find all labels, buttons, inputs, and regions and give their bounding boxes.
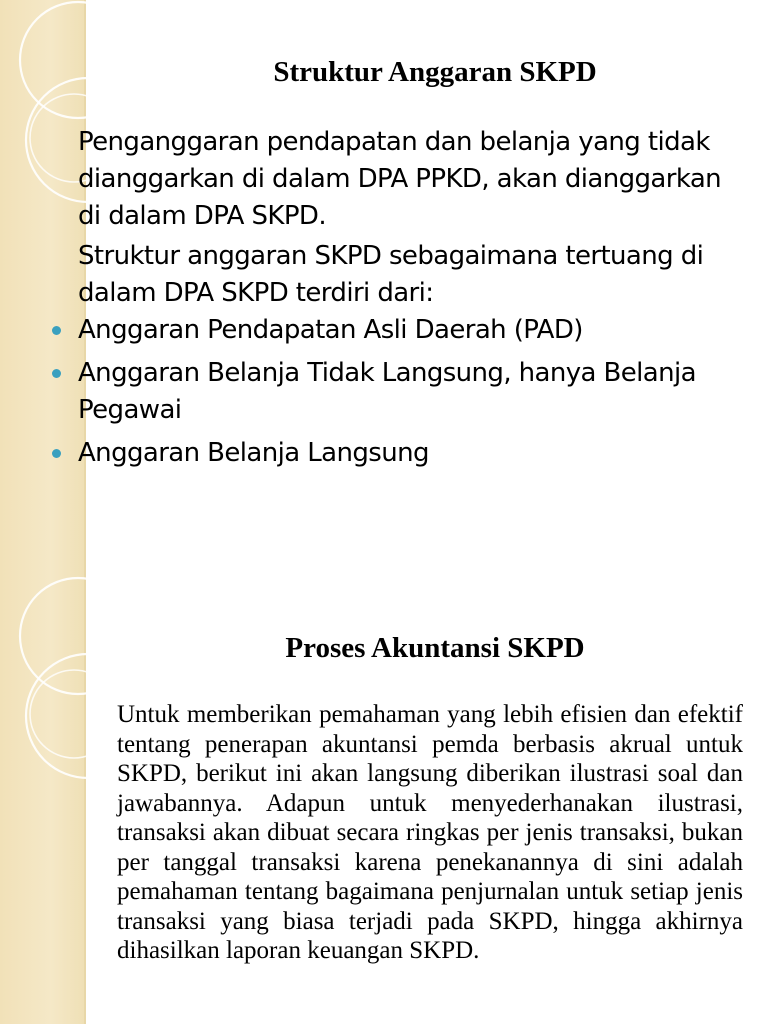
list-item (78, 312, 743, 349)
sidebar-decoration (0, 0, 84, 576)
sidebar-edge (84, 576, 86, 1024)
sidebar-decoration (0, 576, 84, 1024)
list-item (78, 355, 743, 429)
bullet-icon (52, 449, 61, 458)
slide-2-title: Proses Akuntansi SKPD (285, 632, 585, 664)
list-item-text: Anggaran Belanja Tidak Langsung, hanya Belanja Pegawai (78, 358, 696, 425)
bullet-icon (52, 369, 61, 378)
list-item-text: Anggaran Pendapatan Asli Daerah (PAD) (78, 315, 583, 345)
slide-2-body: Untuk memberikan pemahaman yang lebih efisien dan efektif tentang penerapan akuntansi pemda berbasis akrual untuk SKPD, berikut ini akan langsung diberikan ilustrasi soal dan jawabannya. Adapun untuk menyederhanakan ilustrasi, transaksi akan dibuat secara ringkas per jenis transaksi, bukan per tanggal transaksi karena penekanannya di sini adalah pemahaman tentang bagaimana penjurnalan untuk setiap jenis transaksi yang biasa terjadi pada SKPD, hingga akhirnya dihasilkan laporan keuangan SKPD. (117, 701, 743, 964)
bullet-icon (52, 326, 61, 335)
list-item (78, 435, 743, 472)
slide-1-body (78, 124, 743, 472)
paragraph: Struktur anggaran SKPD sebagaimana tertuang di dalam DPA SKPD terdiri dari: (78, 241, 704, 308)
paragraph: Penganggaran pendapatan dan belanja yang tidak dianggarkan di dalam DPA PPKD, akan dianggarkan di dalam DPA SKPD. (78, 127, 722, 231)
list-item-text: Anggaran Belanja Langsung (78, 438, 429, 468)
slide-1-title: Struktur Anggaran SKPD (273, 56, 597, 88)
